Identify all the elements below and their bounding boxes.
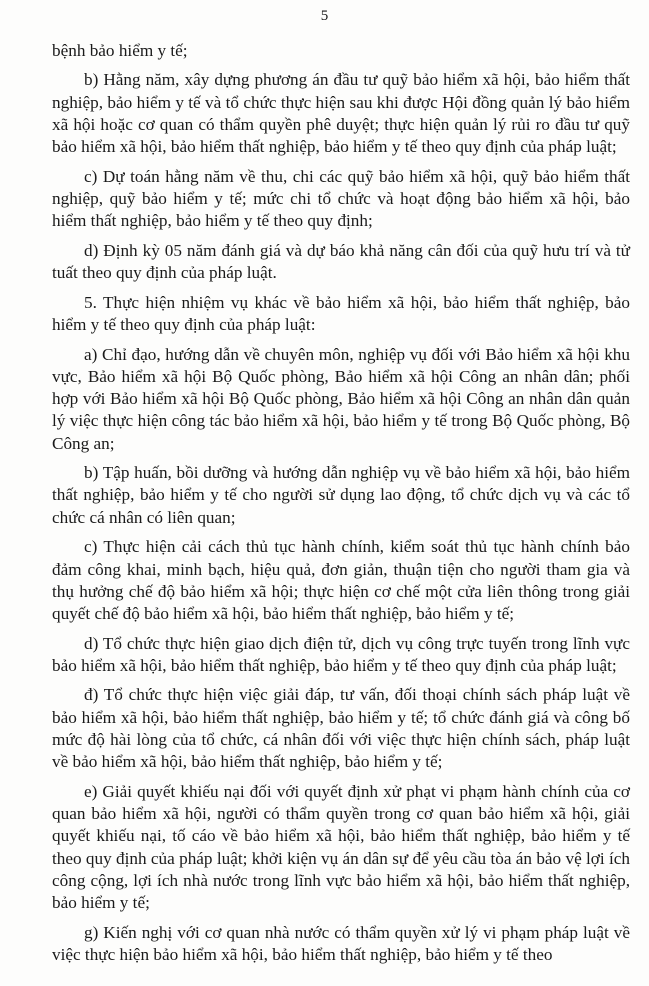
- paragraph-item-d-e-transactions: d) Tổ chức thực hiện giao dịch điện tử, dịch vụ công trực tuyến trong lĩnh vực bảo hiểm xã hội, bảo hiểm thất nghiệp, bảo hiểm y tế theo quy định của pháp luật;: [52, 633, 630, 675]
- paragraph-item-e-complaints: e) Giải quyết khiếu nại đối với quyết định xử phạt vi phạm hành chính của cơ quan bảo hiểm xã hội, người có thẩm quyền trong cơ quan bảo hiểm xã hội, giải quyết khiếu nại, tố cáo về bảo hiểm xã hội, bảo hiểm thất nghiệp, bảo hiểm y tế theo quy định của pháp luật; khởi kiện vụ án dân sự để yêu cầu tòa án bảo vệ lợi ích công cộng, lợi ích nhà nước trong lĩnh vực bảo hiểm xã hội, bảo hiểm thất nghiệp, bảo hiểm y tế;: [52, 781, 630, 913]
- paragraph-section-5: 5. Thực hiện nhiệm vụ khác về bảo hiểm xã hội, bảo hiểm thất nghiệp, bảo hiểm y tế theo quy định của pháp luật:: [52, 292, 630, 335]
- paragraph-item-g-recommendations: g) Kiến nghị với cơ quan nhà nước có thẩm quyền xử lý vi phạm pháp luật về việc thực hiện bảo hiểm xã hội, bảo hiểm thất nghiệp, bảo hiểm y tế theo: [52, 922, 630, 965]
- paragraph-item-c-budget: c) Dự toán hằng năm về thu, chi các quỹ bảo hiểm xã hội, quỹ bảo hiểm thất nghiệp, quỹ bảo hiểm y tế; mức chi tổ chức và hoạt động bảo hiểm xã hội, bảo hiểm thất nghiệp, bảo hiểm y tế theo quy định;: [52, 166, 630, 231]
- paragraph-item-b-investment: b) Hằng năm, xây dựng phương án đầu tư quỹ bảo hiểm xã hội, bảo hiểm thất nghiệp, bảo hiểm y tế và tổ chức thực hiện sau khi được Hội đồng quản lý bảo hiểm xã hội hoặc cơ quan có thẩm quyền phê duyệt; thực hiện quản lý rủi ro đầu tư quỹ bảo hiểm xã hội, bảo hiểm thất nghiệp, bảo hiểm y tế theo quy định của pháp luật;: [52, 70, 630, 157]
- paragraph-item-d-forecast: d) Định kỳ 05 năm đánh giá và dự báo khả năng cân đối của quỹ hưu trí và tử tuất theo quy định của pháp luật.: [52, 240, 630, 283]
- paragraph-item-b-training: b) Tập huấn, bồi dưỡng và hướng dẫn nghiệp vụ về bảo hiểm xã hội, bảo hiểm thất nghiệp, bảo hiểm y tế cho người sử dụng lao động, tổ chức dịch vụ và các tổ chức cá nhân có liên quan;: [52, 463, 630, 527]
- paragraph-item-c-admin-reform: c) Thực hiện cải cách thủ tục hành chính, kiểm soát thủ tục hành chính bảo đảm công khai, minh bạch, hiệu quả, đơn giản, thuận tiện cho người tham gia và thụ hưởng chế độ bảo hiểm xã hội; thực hiện cơ chế một cửa liên thông trong giải quyết chế độ bảo hiểm xã hội, bảo hiểm thất nghiệp, bảo hiểm y tế;: [52, 537, 630, 624]
- paragraph-continuation: bệnh bảo hiểm y tế;: [52, 41, 188, 60]
- document-body: [52, 40, 630, 974]
- paragraph-item-a-guidance: a) Chỉ đạo, hướng dẫn về chuyên môn, nghiệp vụ đối với Bảo hiểm xã hội khu vực, Bảo hiểm xã hội Bộ Quốc phòng, Bảo hiểm xã hội Công an nhân dân; phối hợp với Bảo hiểm xã hội Bộ Quốc phòng, Bảo hiểm xã hội Công an nhân dân quản lý việc thực hiện công tác bảo hiểm xã hội, bảo hiểm y tế trong Bộ Quốc phòng, Bộ Công an;: [52, 344, 630, 453]
- page-number: 5: [320, 8, 329, 24]
- paragraph-item-dd-consulting: đ) Tổ chức thực hiện việc giải đáp, tư vấn, đối thoại chính sách pháp luật về bảo hiểm xã hội, bảo hiểm thất nghiệp, bảo hiểm y tế; tổ chức đánh giá và công bố mức độ hài lòng của tổ chức, cá nhân đối với việc thực hiện chính sách, pháp luật về bảo hiểm xã hội, bảo hiểm thất nghiệp, bảo hiểm y tế;: [52, 685, 630, 772]
